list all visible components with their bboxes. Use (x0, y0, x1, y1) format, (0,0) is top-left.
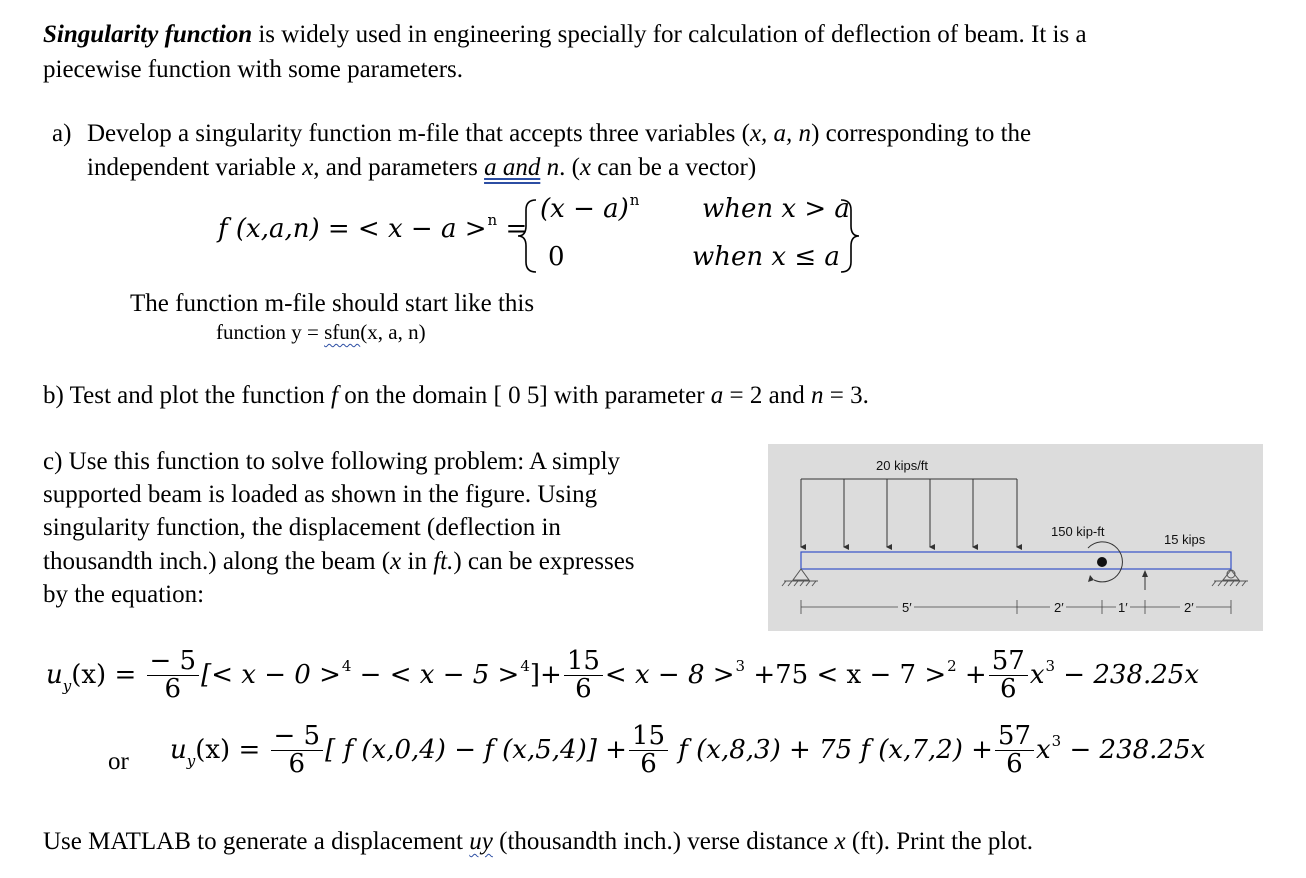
point-load-label: 15 kips (1164, 532, 1206, 547)
final-mid: (thousandth inch.) verse distance (492, 828, 835, 855)
part-b-f: f (331, 382, 338, 409)
eq1-term-4: < x − 8 > (604, 659, 735, 690)
eq1-frac2-den: 6 (575, 674, 592, 705)
final-uy: uy (469, 828, 493, 855)
equation-2 (170, 723, 1205, 779)
part-a-line1-pre: Develop a singularity function m-file that accepts three variables ( (87, 120, 750, 147)
eq2-frac-1 (271, 723, 324, 779)
intro-text-1: is widely used in engineering specially for calculation of deflection of beam. It is a (252, 21, 1087, 48)
intro-line-2: piecewise function with some parameters. (43, 56, 463, 83)
piecewise-cond-2: when x ≤ a (692, 242, 840, 272)
part-a-x: x (302, 154, 314, 181)
beam-figure (768, 444, 1263, 631)
part-a-vars: x, a, n (749, 120, 812, 147)
final-instruction (43, 825, 1033, 859)
part-c-line4-post: ) can be expresses (453, 548, 635, 575)
part-b-mid2: = 2 and (723, 382, 811, 409)
final-x: x (834, 828, 846, 855)
eq1-term-5: +75 < x − 7 > (745, 659, 947, 690)
part-c-line-3: singularity function, the displacement (deflection in (43, 514, 561, 541)
eq1-lhs: u (46, 659, 63, 690)
dim-label-2: 2′ (1054, 600, 1064, 615)
eq1-exp-2: 4 (520, 656, 530, 675)
code-name: sfun (324, 320, 361, 344)
eq2-exp-3: 3 (1051, 731, 1062, 750)
code-post: (x, a, n) (360, 320, 426, 344)
part-a-line-2 (87, 151, 756, 185)
piecewise-lhs-exp: n (487, 211, 498, 229)
part-a-label: a) (52, 120, 72, 147)
eq2-term-2: f (x,8,3) + 75 f (x,7,2) + (670, 734, 993, 765)
part-c-line-5: by the equation: (43, 581, 205, 608)
eq2-lhs-sub: y (186, 751, 196, 770)
beam-diagram (768, 444, 1263, 631)
part-b (43, 379, 869, 413)
eq1-lhs-sub: y (62, 676, 72, 695)
eq1-term-8: − 238.25x (1055, 659, 1199, 690)
part-c-line-2: supported beam is loaded as shown in the figure. Using (43, 481, 598, 508)
eq1-frac-3 (989, 648, 1028, 704)
eq1-frac-2 (564, 648, 603, 704)
eq2-frac2-den: 6 (640, 749, 657, 780)
eq2-frac1-num: − 5 (271, 723, 324, 751)
eq2-term-1: [ f (x,0,4) − f (x,5,4)] + (325, 734, 627, 765)
part-a-n: n (540, 154, 560, 181)
code-pre: function y = (216, 320, 325, 344)
moment-label: 150 kip-ft (1051, 524, 1105, 539)
eq1-frac-1 (147, 648, 200, 704)
eq1-frac3-num: 57 (989, 648, 1028, 676)
piecewise-case-1 (540, 191, 640, 224)
eq1-frac1-num: − 5 (147, 648, 200, 676)
eq2-frac1-den: 6 (288, 749, 306, 780)
part-c-line-4 (43, 545, 635, 579)
part-a-line-1 (87, 117, 1031, 151)
part-c-line4-pre: thousandth inch.) along the beam ( (43, 548, 391, 575)
part-a-a-and: a and (484, 154, 541, 181)
distributed-load (801, 479, 1017, 547)
part-b-n: n (810, 382, 824, 409)
or-label: or (108, 748, 129, 775)
start-text: The function m-file should start like this (130, 290, 535, 317)
point-load-arrow (1142, 570, 1148, 590)
eq2-frac-3 (995, 723, 1034, 779)
eq1-lhs-arg: (x) = (71, 659, 137, 690)
right-brace-icon (835, 196, 865, 276)
intro-line-1 (43, 18, 1087, 52)
roller-support-right (1212, 570, 1248, 586)
eq1-exp-5: 2 (947, 656, 957, 675)
eq2-term-4: − 238.25x (1061, 734, 1206, 765)
part-a-line2-end: can be a vector) (591, 154, 757, 181)
part-b-mid: on the domain [ 0 5] with parameter (337, 382, 711, 409)
part-c-line4-mid: in (401, 548, 434, 575)
part-a-line2-mid: , and parameters (313, 154, 485, 181)
eq1-frac3-den: 6 (1000, 674, 1017, 705)
eq1-exp-7: 3 (1045, 656, 1056, 675)
code-line (216, 320, 426, 345)
pin-support-left (782, 569, 818, 586)
eq2-frac2-num: 15 (629, 723, 668, 751)
piecewise-lhs-text: f (x,a,n) = < x − a > (218, 214, 487, 244)
intro-term: Singularity function (43, 21, 253, 48)
eq1-term-7: x (1029, 659, 1045, 690)
eq1-frac1-den: 6 (164, 674, 182, 705)
eq2-term-3: x (1036, 734, 1051, 765)
part-b-post: = 3. (823, 382, 869, 409)
eq2-frac3-num: 57 (995, 723, 1034, 751)
part-c-x: x (390, 548, 402, 575)
distributed-load-label: 20 kips/ft (876, 458, 929, 473)
part-a-x2: x (579, 154, 591, 181)
eq1-term-1: [< x − 0 > (201, 659, 341, 690)
eq1-term-3: ]+ (529, 659, 562, 690)
dim-label-3: 1′ (1118, 600, 1128, 615)
case-1-exp: n (629, 191, 640, 209)
part-a-line2-pre: independent variable (87, 154, 303, 181)
piecewise-case-2: 0 (548, 242, 565, 272)
eq1-term-2: − < x − 5 > (351, 659, 520, 690)
part-a-line1-post: ) corresponding to the (811, 120, 1032, 147)
part-b-a: a (710, 382, 724, 409)
left-brace-icon (512, 196, 542, 276)
eq2-frac-2 (629, 723, 668, 779)
piecewise-cond-1: when x > a (702, 194, 850, 224)
part-a-line2-post: . ( (559, 154, 580, 181)
final-post: (ft). Print the plot. (845, 828, 1034, 855)
eq2-lhs: u (170, 734, 187, 765)
eq1-exp-4: 3 (735, 656, 746, 675)
part-c-ft: ft. (433, 548, 454, 575)
piecewise-lhs: f (x,a,n) = < x − a >$^n$ = (218, 211, 528, 244)
beam (801, 552, 1231, 569)
dimension-lines (801, 600, 1231, 614)
eq1-exp-1: 4 (341, 656, 352, 675)
case-1-expr: (x − a) (540, 194, 629, 224)
eq1-frac2-num: 15 (564, 648, 603, 676)
eq2-lhs-arg: (x) = (195, 734, 261, 765)
part-b-pre: b) Test and plot the function (43, 382, 332, 409)
dim-label-1: 5′ (902, 600, 912, 615)
eq2-frac3-den: 6 (1006, 749, 1023, 780)
equation-1 (46, 648, 1199, 704)
eq1-term-6: + (956, 659, 987, 690)
final-pre: Use MATLAB to generate a displacement (43, 828, 470, 855)
dim-label-4: 2′ (1184, 600, 1194, 615)
part-c-line-1: c) Use this function to solve following problem: A simply (43, 448, 621, 475)
